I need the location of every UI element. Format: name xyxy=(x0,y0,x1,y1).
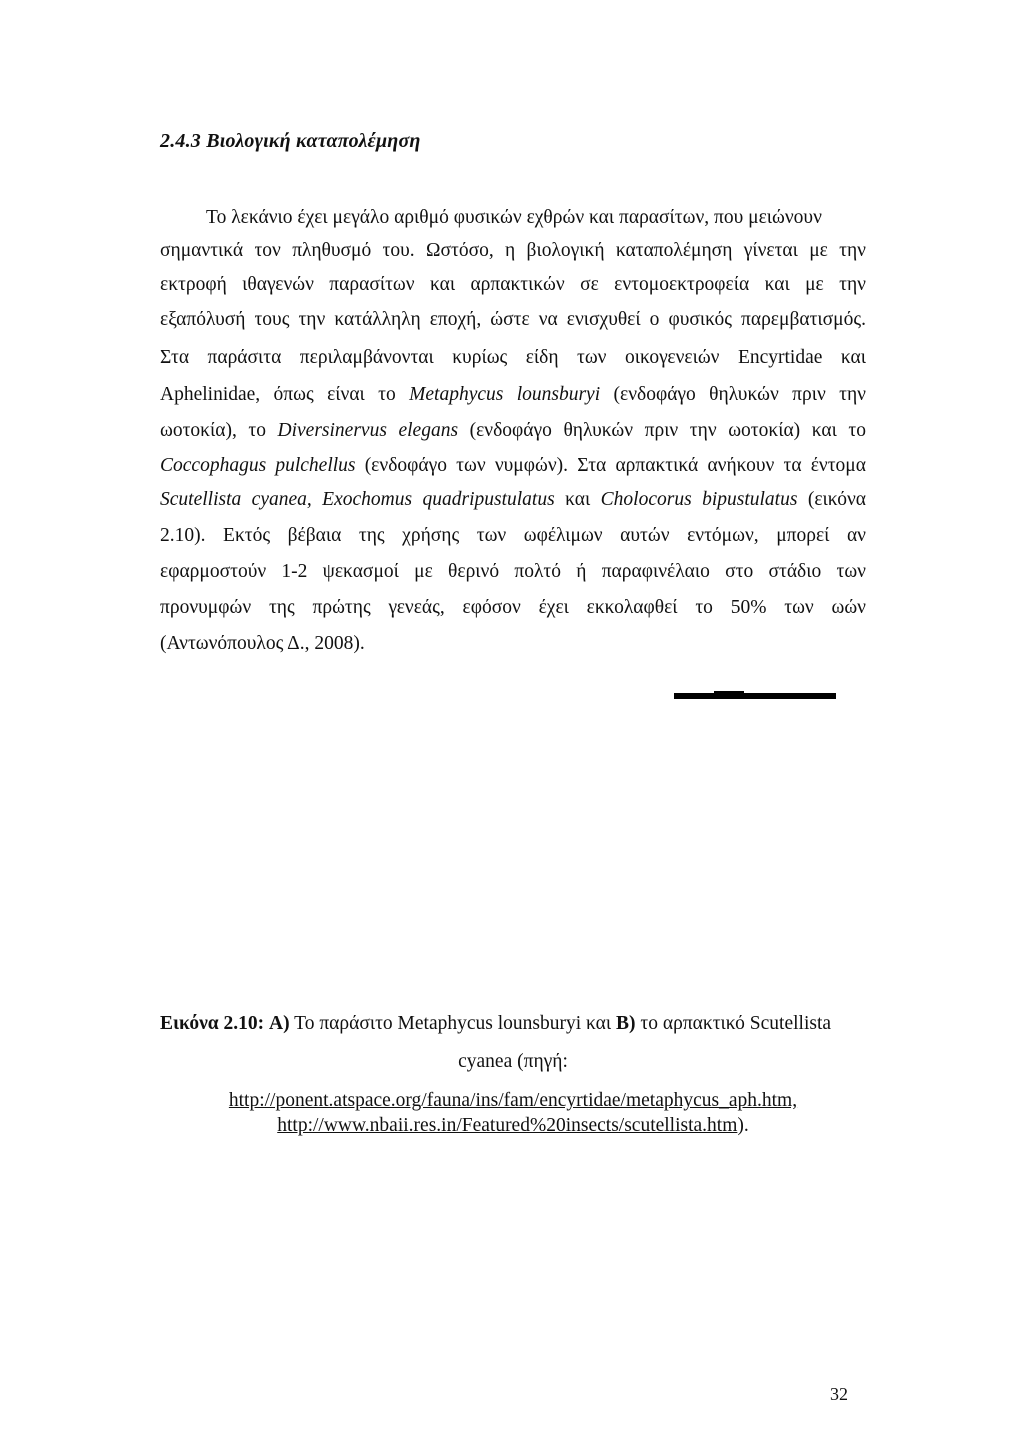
caption-part-b-label: Β) xyxy=(616,1013,636,1034)
caption-line: Εικόνα 2.10: Α) Το παράσιτο Metaphycus lounsburyi και Β) το αρπακτικό Scutellista xyxy=(160,1013,832,1034)
paragraph-line: εκτροφή ιθαγενών παρασίτων και αρπακτικών σε εντομοεκτροφεία και με την xyxy=(160,274,866,295)
paragraph-line: 2.10). Εκτός βέβαια της χρήσης των ωφέλιμων αυτών εντόμων, μπορεί αν xyxy=(160,525,866,546)
caption-line: cyanea (πηγή: xyxy=(458,1051,568,1072)
caption-part-a-label: Α) xyxy=(269,1013,290,1034)
paragraph-line: Scutellista cyanea, Exochomus quadripustulatus και Cholocorus bipustulatus (εικόνα xyxy=(160,489,866,510)
species-name: Coccophagus pulchellus xyxy=(160,455,356,476)
species-name: Cholocorus bipustulatus xyxy=(600,489,798,510)
species-name: Scutellista cyanea, Exochomus quadripustulatus xyxy=(160,489,555,510)
paragraph-line: σημαντικά τον πληθυσμό του. Ωστόσο, η βιολογική καταπολέμηση γίνεται με την xyxy=(160,240,866,261)
image-placeholder-rule xyxy=(674,693,836,699)
source-link-metaphycus[interactable]: http://ponent.atspace.org/fauna/ins/fam/encyrtidae/metaphycus_aph.htm, xyxy=(228,1090,798,1111)
paragraph-line: Coccophagus pulchellus (ενδοφάγο των νυμφών). Στα αρπακτικά ανήκουν τα έντομα xyxy=(160,455,866,476)
page-number: 32 xyxy=(830,1384,848,1404)
paragraph-line: (Αντωνόπουλος Δ., 2008). xyxy=(160,633,365,654)
paragraph-line: Στα παράσιτα περιλαμβάνονται κυρίως είδη των οικογενειών Encyrtidae και xyxy=(160,347,866,368)
section-heading: 2.4.3 Βιολογική καταπολέμηση xyxy=(160,130,421,152)
paragraph-line: εξαπόλυσή τους την κατάλληλη εποχή, ώστε να ενισχυθεί ο φυσικός παρεμβατισμός. xyxy=(160,309,866,330)
paragraph-line: ωοτοκία), το Diversinervus elegans (ενδοφάγο θηλυκών πριν την ωοτοκία) και το xyxy=(160,420,866,441)
species-name: Metaphycus lounsburyi xyxy=(409,384,601,405)
paragraph-line: εφαρμοστούν 1-2 ψεκασμοί με θερινό πολτό ή παραφινέλαιο στο στάδιο των xyxy=(160,561,866,582)
caption-label: Εικόνα 2.10: xyxy=(160,1013,265,1034)
paragraph-line: Το λεκάνιο έχει μεγάλο αριθμό φυσικών εχθρών και παρασίτων, που μειώνουν xyxy=(206,207,822,228)
species-name: Diversinervus elegans xyxy=(277,420,459,441)
paragraph-line: προνυμφών της πρώτης γενεάς, εφόσον έχει εκκολαφθεί το 50% των ωών xyxy=(160,597,866,618)
caption-line: http://www.nbaii.res.in/Featured%20insects/scutellista.htm). xyxy=(277,1115,749,1136)
paragraph-line: Aphelinidae, όπως είναι το Metaphycus lounsburyi (ενδοφάγο θηλυκών πριν την xyxy=(160,384,866,405)
source-link-scutellista[interactable]: http://www.nbaii.res.in/Featured%20insects/scutellista.htm xyxy=(277,1115,738,1136)
